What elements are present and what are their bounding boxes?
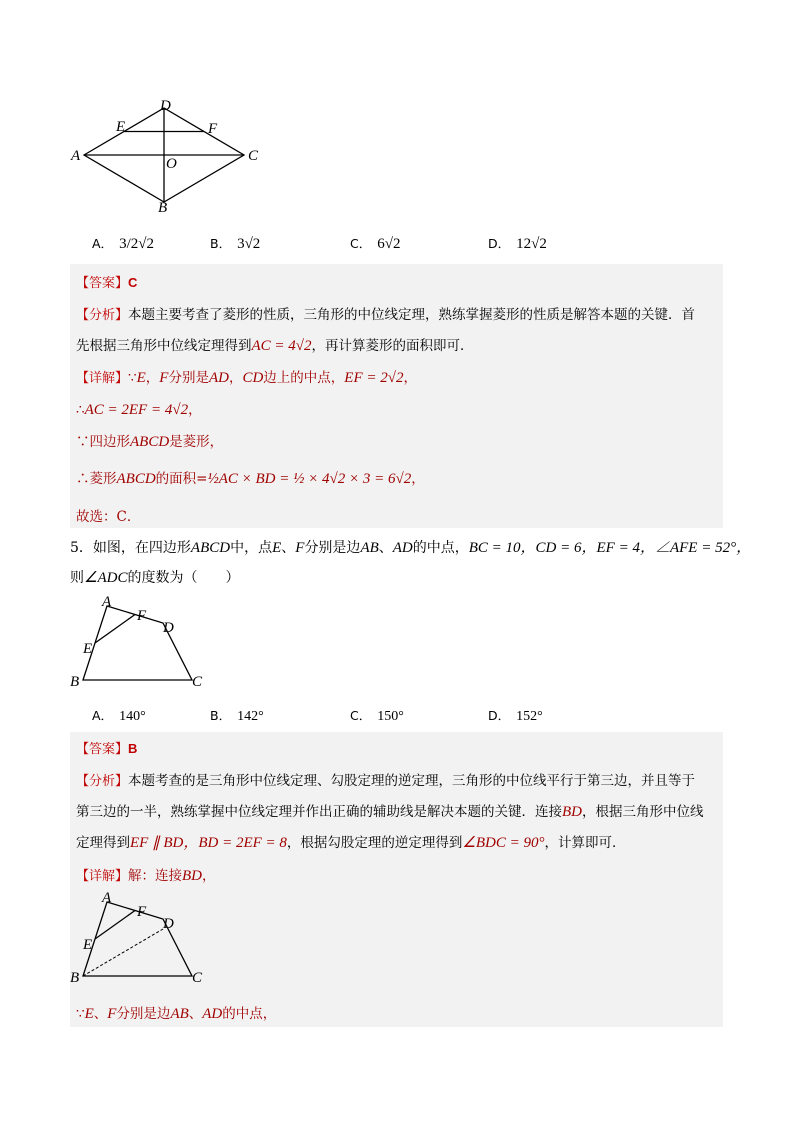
- quadrilateral-figure: [66, 594, 216, 694]
- q4-analysis-line2: 先根据三角形中位线定理得到AC = 4√2，再计算菱形的面积即可．: [76, 338, 474, 354]
- label-o: O: [166, 156, 177, 172]
- label-a: A: [71, 148, 81, 164]
- q5-label-d: D: [163, 620, 174, 636]
- q5-analysis-line3: 定理得到EF ∥ BD，BD = 2EF = 8，根据勾股定理的逆定理得到∠BDC = 90°，计算即可．: [76, 835, 626, 851]
- q5-label-b: B: [70, 674, 80, 690]
- q5-detail-line1: 【详解】解：连接BD，: [76, 868, 216, 884]
- detail-label-e: E: [83, 937, 93, 953]
- detail-label-b: B: [70, 970, 80, 986]
- q4-option-b[interactable]: B． 3√2: [210, 236, 261, 252]
- q5-option-b[interactable]: B． 142°: [210, 708, 264, 724]
- q4-option-a[interactable]: A． 3/2√2: [92, 236, 154, 252]
- detail-label-f: F: [137, 904, 147, 920]
- detail-label-a: A: [102, 890, 112, 906]
- detail-label-d: D: [163, 916, 174, 932]
- q5-label-f: F: [137, 608, 147, 624]
- label-d: D: [160, 98, 171, 114]
- q4-conclusion: 故选：C．: [76, 509, 141, 525]
- q4-detail-line2: ∴AC = 2EF = 4√2，: [76, 402, 202, 418]
- q4-solution: [70, 264, 723, 528]
- q5-stem-line1: 5．如图，在四边形ABCD中，点E、F分别是边AB、AD的中点，BC = 10，CD = 6，EF = 4，∠AFE = 52°，: [70, 540, 752, 556]
- q5-option-d[interactable]: D． 152°: [488, 708, 543, 724]
- q5-answer-line: 【答案】B: [76, 741, 138, 757]
- q5-option-c[interactable]: C． 150°: [350, 708, 404, 724]
- q5-stem-line2: 则∠ADC的度数为（ ）: [70, 570, 240, 586]
- q4-analysis-line1: 【分析】本题主要考查了菱形的性质，三角形的中位线定理，熟练掌握菱形的性质是解答本题的关键．首: [76, 307, 696, 323]
- q4-answer: C: [128, 275, 138, 290]
- q4-detail-line3: ∵四边形ABCD是菱形，: [76, 434, 224, 450]
- q5-option-a[interactable]: A． 140°: [92, 708, 146, 724]
- q5-answer: B: [128, 741, 138, 756]
- label-f: F: [208, 121, 218, 137]
- q4-option-c[interactable]: C． 6√2: [350, 236, 401, 252]
- q5-label-e: E: [83, 641, 93, 657]
- q5-solution: [70, 732, 723, 1027]
- q4-answer-line: 【答案】C: [76, 275, 138, 291]
- label-b: B: [158, 200, 168, 216]
- q5-label-a: A: [102, 594, 112, 610]
- detail-figure: [66, 890, 216, 990]
- detail-label-c: C: [192, 970, 203, 986]
- q5-analysis-line2: 第三边的一半，熟练掌握中位线定理并作出正确的辅助线是解决本题的关键．连接BD，根据三角形中位线: [76, 804, 704, 820]
- q4-detail-line4: ∴菱形ABCD的面积=½AC × BD = ½ × 4√2 × 3 = 6√2，: [76, 471, 425, 487]
- q5-label-c: C: [192, 674, 203, 690]
- rhombus-figure: [68, 96, 268, 216]
- q5-analysis-line1: 【分析】本题考查的是三角形中位线定理、勾股定理的逆定理，三角形的中位线平行于第三边，并且等于: [76, 773, 696, 789]
- label-e: E: [116, 119, 126, 135]
- label-c: C: [248, 148, 259, 164]
- q4-detail-line1: 【详解】∵E，F分别是AD，CD边上的中点，EF = 2√2，: [76, 370, 417, 386]
- q5-detail-line2: ∵E、F分别是边AB、AD的中点，: [76, 1006, 277, 1022]
- q4-option-d[interactable]: D． 12√2: [488, 236, 547, 252]
